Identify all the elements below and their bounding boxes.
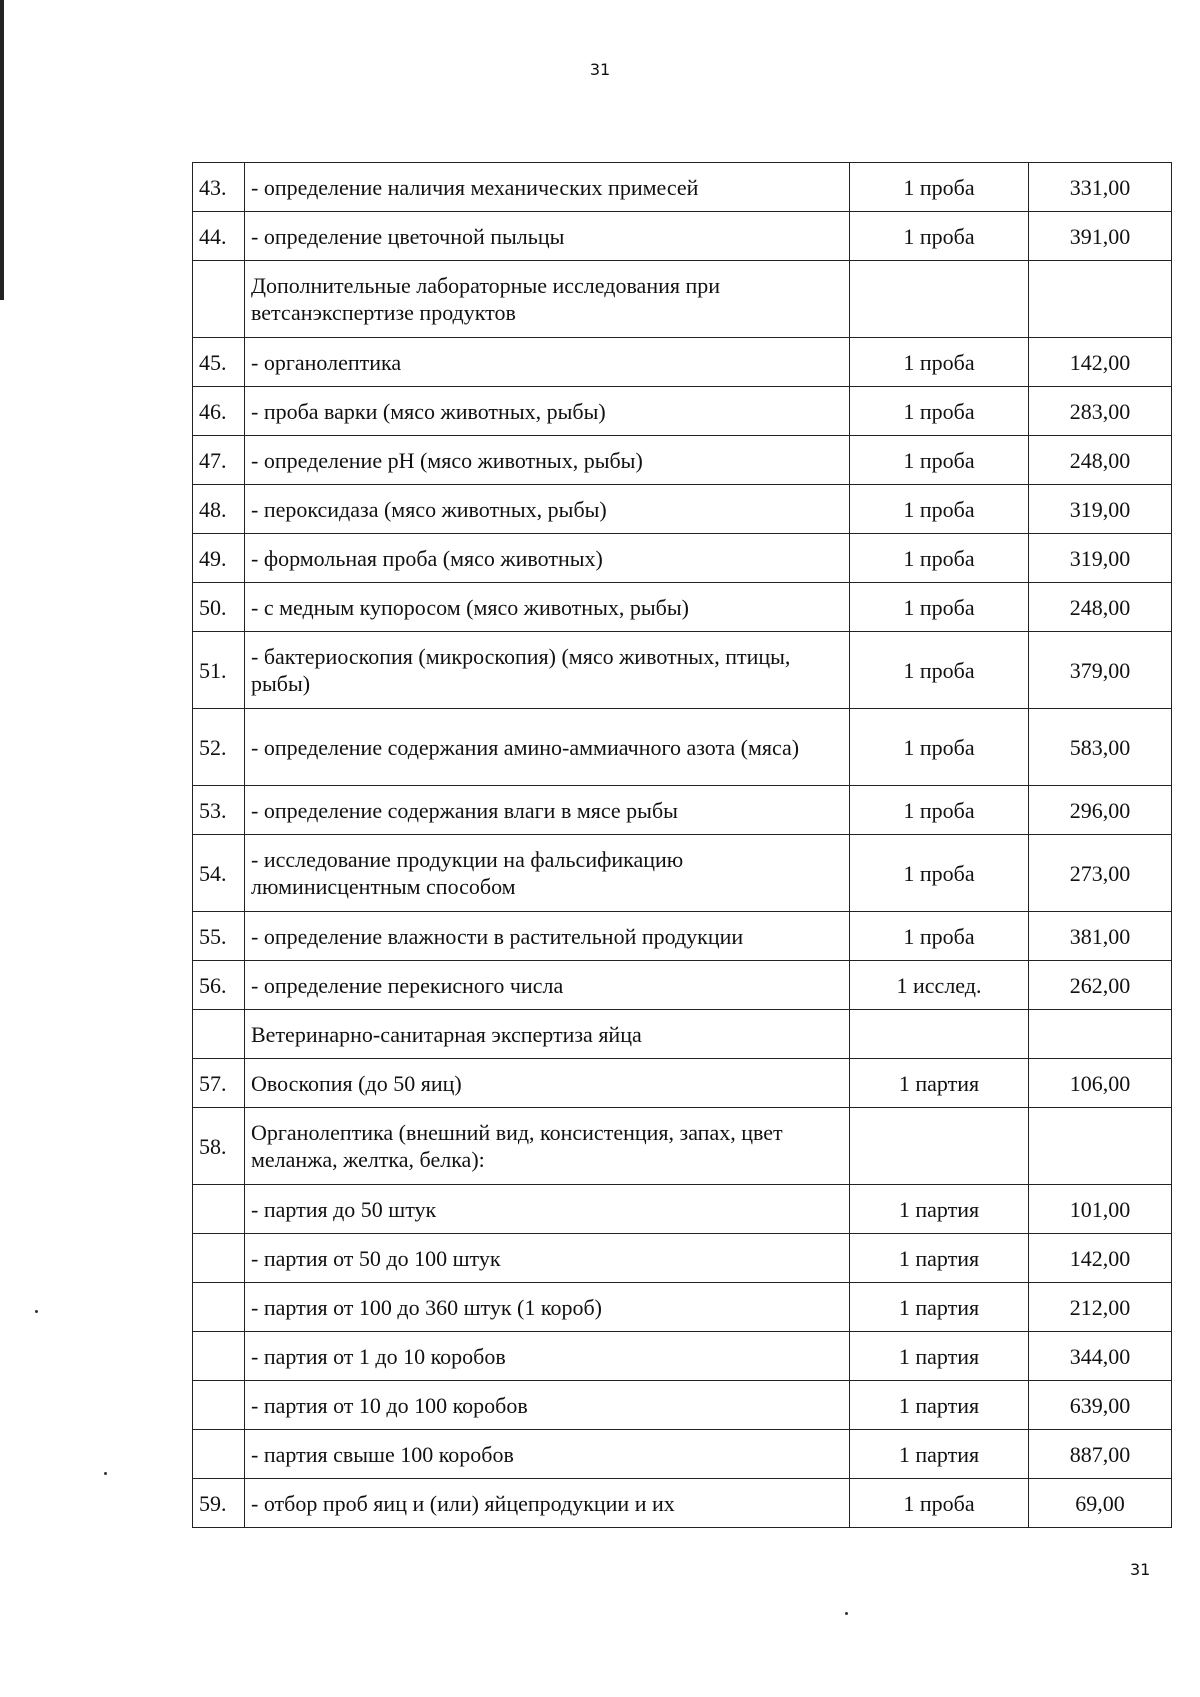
- unit-cell: 1 проба: [850, 485, 1029, 534]
- service-name-cell: - определение наличия механических примесей: [245, 163, 850, 212]
- row-number-cell: 45.: [193, 338, 245, 387]
- row-number-cell: [193, 1185, 245, 1234]
- price-cell: [1029, 261, 1172, 338]
- table-row: [193, 485, 1172, 534]
- unit-cell: 1 партия: [850, 1185, 1029, 1234]
- scan-page-edge: [0, 0, 4, 300]
- price-cell: 639,00: [1029, 1381, 1172, 1430]
- row-number-cell: [193, 1332, 245, 1381]
- page-number-top: 31: [589, 60, 611, 79]
- service-name-cell: - определение pH (мясо животных, рыбы): [245, 436, 850, 485]
- row-number-cell: [193, 1010, 245, 1059]
- price-cell: [1029, 1108, 1172, 1185]
- unit-cell: 1 партия: [850, 1332, 1029, 1381]
- service-name-cell: - партия от 10 до 100 коробов: [245, 1381, 850, 1430]
- table-row: [193, 912, 1172, 961]
- table-row: [193, 1283, 1172, 1332]
- row-number-cell: 48.: [193, 485, 245, 534]
- row-number-cell: 47.: [193, 436, 245, 485]
- unit-cell: 1 проба: [850, 212, 1029, 261]
- row-number-cell: 53.: [193, 786, 245, 835]
- row-number-cell: 57.: [193, 1059, 245, 1108]
- service-name-cell: - формольная проба (мясо животных): [245, 534, 850, 583]
- price-cell: 319,00: [1029, 534, 1172, 583]
- service-name-cell: - партия от 1 до 10 коробов: [245, 1332, 850, 1381]
- table-row: [193, 786, 1172, 835]
- table-row: [193, 632, 1172, 709]
- service-name-cell: - исследование продукции на фальсификацию люминисцентным способом: [245, 835, 850, 912]
- service-name-cell: - определение цветочной пыльцы: [245, 212, 850, 261]
- page-number-bottom: 31: [1130, 1560, 1151, 1579]
- price-cell: 101,00: [1029, 1185, 1172, 1234]
- unit-cell: 1 партия: [850, 1381, 1029, 1430]
- table-row: [193, 436, 1172, 485]
- service-name-cell: - определение влажности в растительной продукции: [245, 912, 850, 961]
- table-row: [193, 212, 1172, 261]
- price-cell: 391,00: [1029, 212, 1172, 261]
- service-name-cell: - проба варки (мясо животных, рыбы): [245, 387, 850, 436]
- price-cell: 248,00: [1029, 436, 1172, 485]
- price-cell: 142,00: [1029, 1234, 1172, 1283]
- row-number-cell: 50.: [193, 583, 245, 632]
- price-cell: 248,00: [1029, 583, 1172, 632]
- unit-cell: 1 проба: [850, 912, 1029, 961]
- row-number-cell: 55.: [193, 912, 245, 961]
- scan-speck: [845, 1612, 848, 1615]
- row-number-cell: 54.: [193, 835, 245, 912]
- price-cell: 379,00: [1029, 632, 1172, 709]
- service-name-cell: - определение содержания влаги в мясе рыбы: [245, 786, 850, 835]
- unit-cell: 1 проба: [850, 534, 1029, 583]
- table-row: [193, 583, 1172, 632]
- row-number-cell: 59.: [193, 1479, 245, 1528]
- price-cell: 344,00: [1029, 1332, 1172, 1381]
- table-row: [193, 338, 1172, 387]
- row-number-cell: 46.: [193, 387, 245, 436]
- service-name-cell: - определение перекисного числа: [245, 961, 850, 1010]
- unit-cell: 1 проба: [850, 786, 1029, 835]
- service-name-cell: Овоскопия (до 50 яиц): [245, 1059, 850, 1108]
- service-name-cell: - пероксидаза (мясо животных, рыбы): [245, 485, 850, 534]
- unit-cell: [850, 1108, 1029, 1185]
- unit-cell: 1 проба: [850, 436, 1029, 485]
- price-cell: 583,00: [1029, 709, 1172, 786]
- unit-cell: 1 проба: [850, 709, 1029, 786]
- table-row: [193, 1479, 1172, 1528]
- row-number-cell: 51.: [193, 632, 245, 709]
- scan-speck: [104, 1472, 107, 1475]
- unit-cell: 1 проба: [850, 835, 1029, 912]
- service-name-cell: - партия свыше 100 коробов: [245, 1430, 850, 1479]
- table-row: [193, 1430, 1172, 1479]
- price-cell: 262,00: [1029, 961, 1172, 1010]
- unit-cell: [850, 261, 1029, 338]
- price-cell: 283,00: [1029, 387, 1172, 436]
- table-row: [193, 261, 1172, 338]
- table-row: [193, 1381, 1172, 1430]
- unit-cell: 1 проба: [850, 163, 1029, 212]
- unit-cell: 1 проба: [850, 632, 1029, 709]
- table-row: [193, 1010, 1172, 1059]
- price-cell: 106,00: [1029, 1059, 1172, 1108]
- table-row: [193, 1332, 1172, 1381]
- table-row: [193, 961, 1172, 1010]
- service-name-cell: Дополнительные лабораторные исследования при ветсанэкспертизе продуктов: [245, 261, 850, 338]
- service-name-cell: - партия до 50 штук: [245, 1185, 850, 1234]
- unit-cell: [850, 1010, 1029, 1059]
- unit-cell: 1 исслед.: [850, 961, 1029, 1010]
- row-number-cell: 44.: [193, 212, 245, 261]
- price-cell: 296,00: [1029, 786, 1172, 835]
- service-name-cell: - с медным купоросом (мясо животных, рыбы): [245, 583, 850, 632]
- price-list-table: [192, 162, 1172, 1528]
- unit-cell: 1 проба: [850, 387, 1029, 436]
- price-list-table-body: [193, 163, 1172, 1528]
- service-name-cell: - бактериоскопия (микроскопия) (мясо животных, птицы, рыбы): [245, 632, 850, 709]
- table-row: [193, 1185, 1172, 1234]
- unit-cell: 1 проба: [850, 583, 1029, 632]
- row-number-cell: [193, 261, 245, 338]
- row-number-cell: [193, 1430, 245, 1479]
- row-number-cell: 49.: [193, 534, 245, 583]
- table-row: [193, 1108, 1172, 1185]
- price-cell: 331,00: [1029, 163, 1172, 212]
- row-number-cell: 43.: [193, 163, 245, 212]
- table-row: [193, 534, 1172, 583]
- service-name-cell: - определение содержания амино-аммиачного азота (мяса): [245, 709, 850, 786]
- table-row: [193, 387, 1172, 436]
- unit-cell: 1 партия: [850, 1234, 1029, 1283]
- unit-cell: 1 партия: [850, 1430, 1029, 1479]
- row-number-cell: [193, 1234, 245, 1283]
- row-number-cell: 56.: [193, 961, 245, 1010]
- row-number-cell: 52.: [193, 709, 245, 786]
- unit-cell: 1 проба: [850, 338, 1029, 387]
- service-name-cell: Ветеринарно-санитарная экспертиза яйца: [245, 1010, 850, 1059]
- table-row: [193, 1234, 1172, 1283]
- row-number-cell: [193, 1381, 245, 1430]
- service-name-cell: - партия от 50 до 100 штук: [245, 1234, 850, 1283]
- service-name-cell: - партия от 100 до 360 штук (1 короб): [245, 1283, 850, 1332]
- row-number-cell: 58.: [193, 1108, 245, 1185]
- scan-speck: [35, 1310, 38, 1313]
- price-cell: 381,00: [1029, 912, 1172, 961]
- table-row: [193, 163, 1172, 212]
- table-row: [193, 1059, 1172, 1108]
- price-cell: 69,00: [1029, 1479, 1172, 1528]
- price-cell: 142,00: [1029, 338, 1172, 387]
- unit-cell: 1 проба: [850, 1479, 1029, 1528]
- price-cell: 212,00: [1029, 1283, 1172, 1332]
- table-row: [193, 835, 1172, 912]
- service-name-cell: - органолептика: [245, 338, 850, 387]
- price-cell: 273,00: [1029, 835, 1172, 912]
- row-number-cell: [193, 1283, 245, 1332]
- price-cell: 319,00: [1029, 485, 1172, 534]
- service-name-cell: Органолептика (внешний вид, консистенция, запах, цвет меланжа, желтка, белка):: [245, 1108, 850, 1185]
- table-row: [193, 709, 1172, 786]
- price-cell: 887,00: [1029, 1430, 1172, 1479]
- unit-cell: 1 партия: [850, 1283, 1029, 1332]
- price-cell: [1029, 1010, 1172, 1059]
- unit-cell: 1 партия: [850, 1059, 1029, 1108]
- service-name-cell: - отбор проб яиц и (или) яйцепродукции и их: [245, 1479, 850, 1528]
